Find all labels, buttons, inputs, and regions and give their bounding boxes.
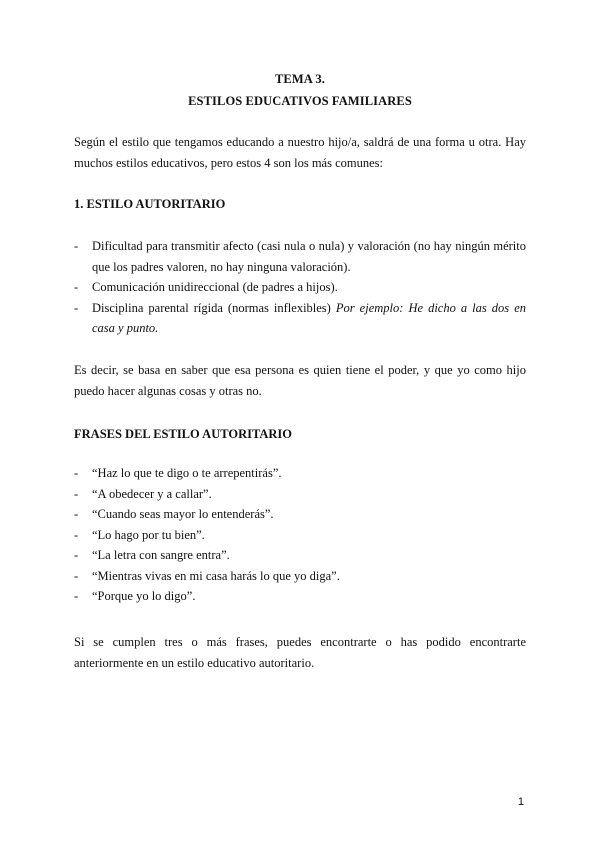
list-item bbox=[74, 586, 526, 607]
list-item bbox=[74, 236, 526, 277]
intro-paragraph: Según el estilo que tengamos educando a nuestro hijo/a, saldrá de una forma u otra. Hay muchos estilos educativos, pero estos 4 son los más comunes: bbox=[74, 135, 526, 170]
list-item-text-container bbox=[92, 298, 526, 339]
section1-list bbox=[74, 236, 526, 339]
page-number: 1 bbox=[517, 796, 524, 808]
list-item-text: “Porque yo lo digo”. bbox=[92, 589, 196, 603]
list-item-text: “Haz lo que te digo o te arrepentirás”. bbox=[92, 466, 282, 480]
section2-list bbox=[74, 463, 526, 607]
list-item-text: “Lo hago por tu bien”. bbox=[92, 527, 205, 542]
list-dash: - bbox=[74, 507, 79, 521]
list-dash: - bbox=[74, 568, 79, 583]
list-item bbox=[74, 566, 526, 587]
list-item-text: Comunicación unidireccional (de padres a hijos). bbox=[92, 280, 338, 294]
list-dash: - bbox=[74, 486, 79, 501]
list-item bbox=[74, 277, 526, 298]
list-dash: - bbox=[74, 300, 79, 315]
list-item bbox=[74, 504, 526, 525]
list-item bbox=[74, 545, 526, 566]
list-item-text: “Cuando seas mayor lo entenderás”. bbox=[92, 507, 274, 521]
list-item-text: Disciplina parental rígida (normas inflexibles) bbox=[92, 300, 336, 315]
list-dash: - bbox=[74, 280, 79, 294]
document-title-line2: ESTILOS EDUCATIVOS FAMILIARES bbox=[188, 94, 412, 108]
list-item-text: Dificultad para transmitir afecto (casi nula o nula) y valoración (no hay ningún mérito que los padres valoren, no hay ninguna valoración). bbox=[92, 239, 526, 274]
list-dash: - bbox=[74, 548, 79, 562]
example-text: Por ejemplo: He dicho a las dos en casa y punto. bbox=[92, 300, 527, 335]
list-dash: - bbox=[74, 239, 79, 253]
list-dash: - bbox=[74, 466, 79, 480]
list-item bbox=[74, 298, 526, 339]
section2-conclusion: Si se cumplen tres o más frases, puedes encontrarte o has podido encontrarte anteriormente en un estilo educativo autoritario. bbox=[74, 635, 526, 670]
list-item-text: “A obedecer y a callar”. bbox=[92, 486, 212, 501]
list-item-text: “Mientras vivas en mi casa harás lo que yo diga”. bbox=[92, 568, 340, 583]
section2-heading: FRASES DEL ESTILO AUTORITARIO bbox=[74, 427, 293, 441]
list-dash: - bbox=[74, 527, 79, 542]
section1-heading: 1. ESTILO AUTORITARIO bbox=[74, 197, 226, 211]
list-item-text: “La letra con sangre entra”. bbox=[92, 548, 230, 562]
list-item bbox=[74, 525, 526, 546]
list-item bbox=[74, 484, 526, 505]
section1-explanation: Es decir, se basa en saber que esa persona es quien tiene el poder, y que yo como hijo puedo hacer algunas cosas y otras no. bbox=[74, 363, 526, 398]
list-item bbox=[74, 463, 526, 484]
list-dash: - bbox=[74, 589, 79, 603]
document-title-line1: TEMA 3. bbox=[274, 72, 325, 86]
